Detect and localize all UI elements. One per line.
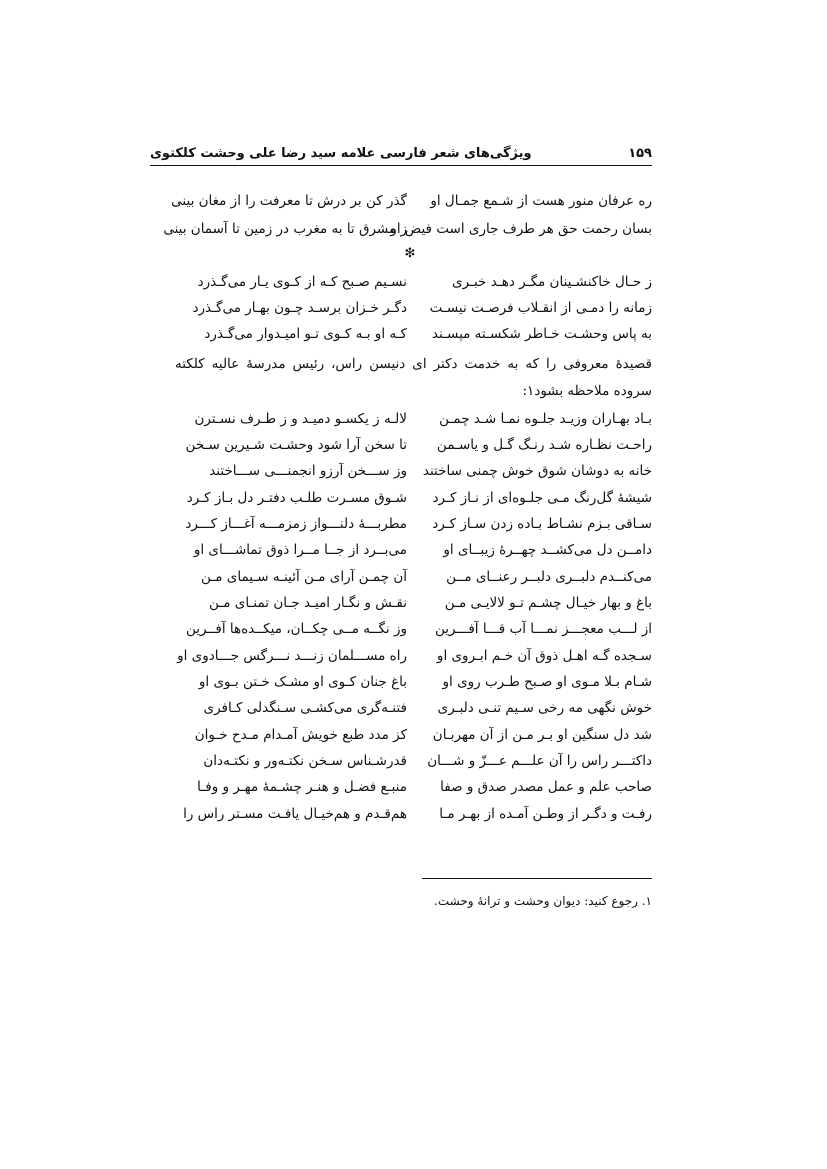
couplet-hemistich-left: راه مســـلمان زنـــد نـــرگس جـــادوی او: [177, 648, 407, 664]
couplet-hemistich-left: ز مشرق تا به مغرب در زمین تا آسمان بینی: [163, 221, 407, 237]
running-title: ویژگی‌های شعر فارسی علامه سید رضا علی وحشت کلکتوی: [150, 146, 532, 161]
couplet-hemistich-left: فتنـه‌گری می‌کشـی سـنگدلی کـافری: [203, 700, 407, 716]
couplet-hemistich-left: آن چمـن آرای مـن آئینـه سـیمای مـن: [201, 569, 407, 585]
running-header: [150, 138, 652, 166]
couplet-hemistich-left: قدرشـناس سـخن نکتـه‌ور و نکتـه‌دان: [203, 753, 407, 769]
couplet-hemistich-right: خوش نگهی مه رخی سـیم تنـی دلبـری: [437, 700, 652, 716]
couplet-hemistich-right: داکتـــر راس را آن علـــم عـــزّ و شـــان: [427, 753, 652, 769]
couplet-hemistich-right: شـام بـلا مـوی او صـبح طـرب روی او: [442, 674, 652, 690]
couplet-hemistich-right: شد دل سنگین او بـر مـن از آن مهربـان: [432, 727, 652, 743]
couplet-hemistich-left: دگـر خـزان برسـد چـون بهـار می‌گـذرد: [192, 300, 407, 316]
prose-line: قصیدهٔ معروفی را که به خدمت دکتر ای دنیسن راس، رئیس مدرسهٔ عالیه کلکته: [175, 356, 652, 372]
couplet-hemistich-left: کز مدد طبع خویش آمـدام مـدح خـوان: [194, 727, 407, 743]
couplet-hemistich-left: گذر کن بر درش تا معرفت را از مغان بینی: [171, 193, 407, 209]
couplet-hemistich-right: بسان رحمت حق هر طرف جاری است فیض او: [390, 221, 652, 237]
couplet-hemistich-left: نقـش و نگـار امیـد جـان تمنـای مـن: [209, 595, 407, 611]
couplet-hemistich-left: وز ســـخن آرزو انجمنـــی ســـاختند: [209, 463, 407, 479]
couplet-hemistich-left: وز نگــه مــی چکــان، میکــده‌ها آفــرین: [185, 621, 407, 637]
couplet-hemistich-right: دامــن دل می‌کشــد چهــرهٔ زیبــای او: [443, 542, 652, 558]
couplet-hemistich-right: صاحب علم و عمل مصدر صدق و صفا: [440, 779, 652, 795]
couplet-hemistich-left: کـه او بـه کـوی تـو امیـدوار می‌گـذرد: [204, 326, 407, 342]
couplet-hemistich-right: به پاس وحشـت خـاطر شکسـته مپسـند: [431, 326, 652, 342]
couplet-hemistich-left: نسـیم صـبح کـه از کـوی یـار می‌گـذرد: [197, 274, 407, 290]
couplet-hemistich-left: هم‌قـدم و هم‌خیـال یافـت مسـتر راس را: [183, 806, 407, 822]
prose-line: سروده ملاحظه بشود۱:: [522, 383, 652, 399]
couplet-hemistich-right: سـجده گـه اهـل ذوق آن خـم ابـروی او: [436, 648, 652, 664]
couplet-hemistich-right: ره عرفان منور هست از شـمع جمـال او: [430, 193, 652, 209]
couplet-hemistich-right: خانه به دوشان شوق خوش چمنی ساختند: [422, 463, 652, 479]
separator-star: ❇: [404, 246, 416, 261]
couplet-hemistich-left: تا سخن آرا شود وحشـت شـیرین سـخن: [185, 437, 407, 453]
couplet-hemistich-right: راحـت نظـاره شـد رنـگ گـل و یاسـمن: [436, 437, 652, 453]
couplet-hemistich-left: منبـع فضـل و هنـر چشـمهٔ مهـر و وفـا: [197, 779, 407, 795]
couplet-hemistich-right: بـاد بهـاران وزیـد جلـوه نمـا شـد چمـن: [439, 411, 652, 427]
couplet-hemistich-right: از لـــب معجـــز نمـــا آب قـــا آفـــرین: [434, 621, 652, 637]
couplet-hemistich-right: سـاقی بـزم نشـاط بـاده زدن سـاز کـرد: [432, 516, 652, 532]
couplet-hemistich-right: باغ و بهار خیـال چشـم تـو لالایـی مـن: [444, 595, 652, 611]
footnote-rule: [422, 878, 652, 879]
couplet-hemistich-right: می‌کنــدم دلبــری دلبــر رعنــای مــن: [446, 569, 652, 585]
couplet-hemistich-left: می‌بــرد از جــا مــرا ذوق تماشـــای او: [193, 542, 407, 558]
footnote: ۱. رجوع کنید: دیوان وحشت و ترانهٔ وحشت.: [434, 894, 652, 908]
couplet-hemistich-right: ز حـال خاکنشـینان مگـر دهـد خبـری: [452, 274, 652, 290]
couplet-hemistich-left: باغ جنان کـوی او مشـک خـتن بـوی او: [198, 674, 407, 690]
couplet-hemistich-right: رفـت و دگـر از وطـن آمـده از بهـر مـا: [439, 806, 652, 822]
couplet-hemistich-left: شـوق مسـرت طلـب دفتـر دل بـاز کـرد: [186, 490, 407, 506]
couplet-hemistich-left: لالـه ز یکسـو دمیـد و ز طـرف نسـترن: [194, 411, 407, 427]
couplet-hemistich-right: زمانه را دمـی از انقـلاب فرصـت نیسـت: [429, 300, 652, 316]
couplet-hemistich-right: شیشهٔ گل‌رنگ مـی جلـوه‌ای از نـاز کـرد: [432, 490, 652, 506]
page-number: ۱۵۹: [628, 146, 652, 161]
couplet-hemistich-left: مطربـــهٔ دلنـــواز زمزمـــه آغـــاز کـــرد: [185, 516, 407, 532]
